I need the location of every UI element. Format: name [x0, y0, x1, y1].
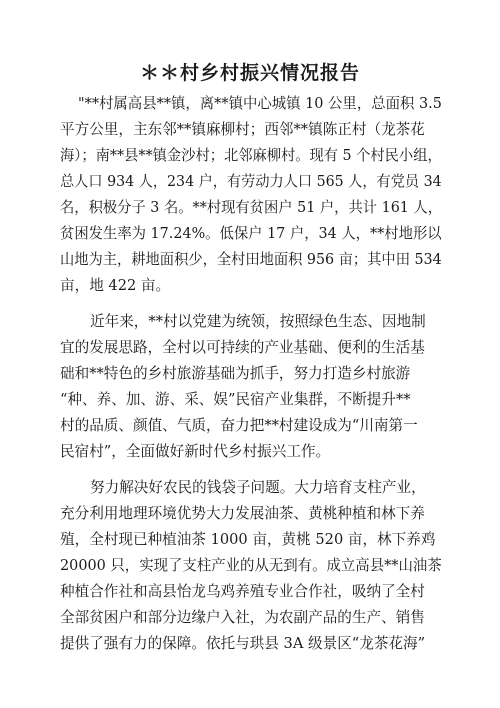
- paragraph-2-line-5: 村的品质、颜值、气质，奋力把**村建设成为“川南第一: [60, 417, 418, 434]
- paragraph-3-line-7: 提供了强有力的保障。依托与珙县 3A 级景区“龙茶花海”: [60, 635, 426, 652]
- paragraph-2-line-1: 近年来，**村以党建为统领，按照绿色生态、因地制: [90, 313, 426, 330]
- paragraph-1-line-5: 名，积极分子 3 名。**村现有贫困户 51 户，共计 161 人，: [60, 199, 443, 216]
- document-title: ＊＊村乡村振兴情况报告: [139, 62, 360, 84]
- paragraph-1-line-8: 亩，地 422 亩。: [60, 277, 171, 294]
- paragraph-1-line-7: 山地为主，耕地面积少，全村田地面积 956 亩；其中田 534: [60, 251, 442, 268]
- paragraph-1-line-4: 总人口 934 人，234 户，有劳动力人口 565 人，有党员 34: [60, 173, 442, 190]
- paragraph-1-line-1: "**村属高县**镇，离**镇中心城镇 10 公里，总面积 3.5: [78, 95, 442, 112]
- paragraph-2-line-3: 础和**特色的乡村旅游基础为抓手，努力打造乡村旅游: [60, 365, 411, 382]
- paragraph-3-line-6: 全部贫困户和部分边缘户入社，为农副产品的生产、销售: [60, 609, 425, 626]
- paragraph-3-line-5: 种植合作社和高县怡龙乌鸡养殖专业合作社，吸纳了全村: [60, 583, 425, 600]
- paragraph-2-line-4: “种、养、加、游、采、娱”民宿产业集群，不断提升**: [60, 391, 411, 408]
- paragraph-3-line-4: 20000 只，实现了支柱产业的从无到有。成立高县**山油茶: [60, 557, 442, 574]
- paragraph-2-line-2: 宜的发展思路，全村以可持续的产业基础、便利的生活基: [60, 339, 425, 356]
- paragraph-1-line-6: 贫困发生率为 17.24%。低保户 17 户，34 人，**村地形以: [60, 225, 442, 242]
- paragraph-3-line-1: 努力解决好农民的钱袋子问题。大力培育支柱产业，: [90, 479, 426, 496]
- paragraph-1-line-3: 海）；南**县**镇金沙村；北邻麻柳村。现有 5 个村民小组，: [60, 147, 442, 164]
- paragraph-1-line-2: 平方公里，主东邻**镇麻柳村；西邻**镇陈正村（龙茶花: [60, 121, 425, 138]
- paragraph-3-line-2: 充分利用地理环境优势大力发展油茶、黄桃种植和林下养: [60, 505, 425, 522]
- paragraph-3-line-3: 殖，全村现已种植油茶 1000 亩，黄桃 520 亩，林下养鸡: [60, 531, 436, 548]
- paragraph-2-line-6: 民宿村”，全面做好新时代乡村振兴工作。: [60, 443, 331, 460]
